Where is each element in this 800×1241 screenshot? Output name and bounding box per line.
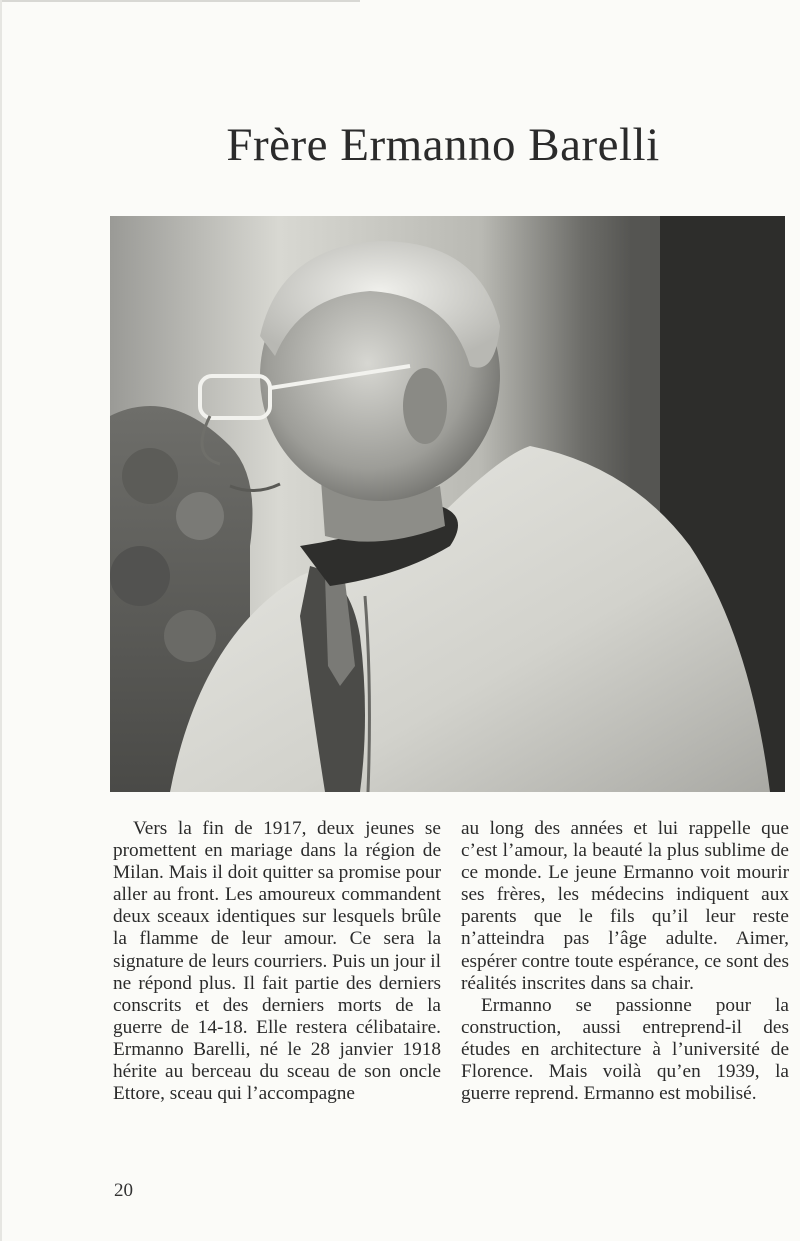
- portrait-photo: [110, 216, 785, 792]
- page-top-edge: [0, 0, 360, 2]
- page-number: 20: [114, 1180, 133, 1201]
- page-left-edge: [0, 0, 2, 1241]
- paragraph: Ermanno se passionne pour la construction, aussi entreprend-il des études en architecture à l’université de Florence. Mais voilà qu’en 1939, la guerre reprend. Ermanno est mobilisé.: [461, 994, 789, 1105]
- paragraph: au long des années et lui rappelle que c’est l’amour, la beauté la plus sublime de ce monde. Le jeune Ermanno voit mourir ses frères, les médecins indiquent aux parents que le fils qu’il leur reste n’atteindra pas l’âge adulte. Aimer, espérer contre toute espérance, ce sont des réalités inscrites dans sa chair.: [461, 818, 789, 994]
- text-column-left: [113, 818, 441, 1105]
- text-column-right: [461, 818, 789, 1105]
- paragraph: Vers la fin de 1917, deux jeunes se promettent en mariage dans la région de Milan. Mais il doit quitter sa promise pour aller au front. Les amoureux commandent deux sceaux identiques sur lesquels brûle la flamme de leur amour. Ce sera la signature de leurs courriers. Puis un jour il ne répond plus. Il fait partie des derniers conscrits et des derniers morts de la guerre de 14-18. Elle restera célibataire. Ermanno Barelli, né le 28 janvier 1918 hérite au berceau du sceau de son oncle Ettore, sceau qui l’accompagne: [113, 818, 441, 1105]
- page-title: Frère Ermanno Barelli: [226, 119, 660, 171]
